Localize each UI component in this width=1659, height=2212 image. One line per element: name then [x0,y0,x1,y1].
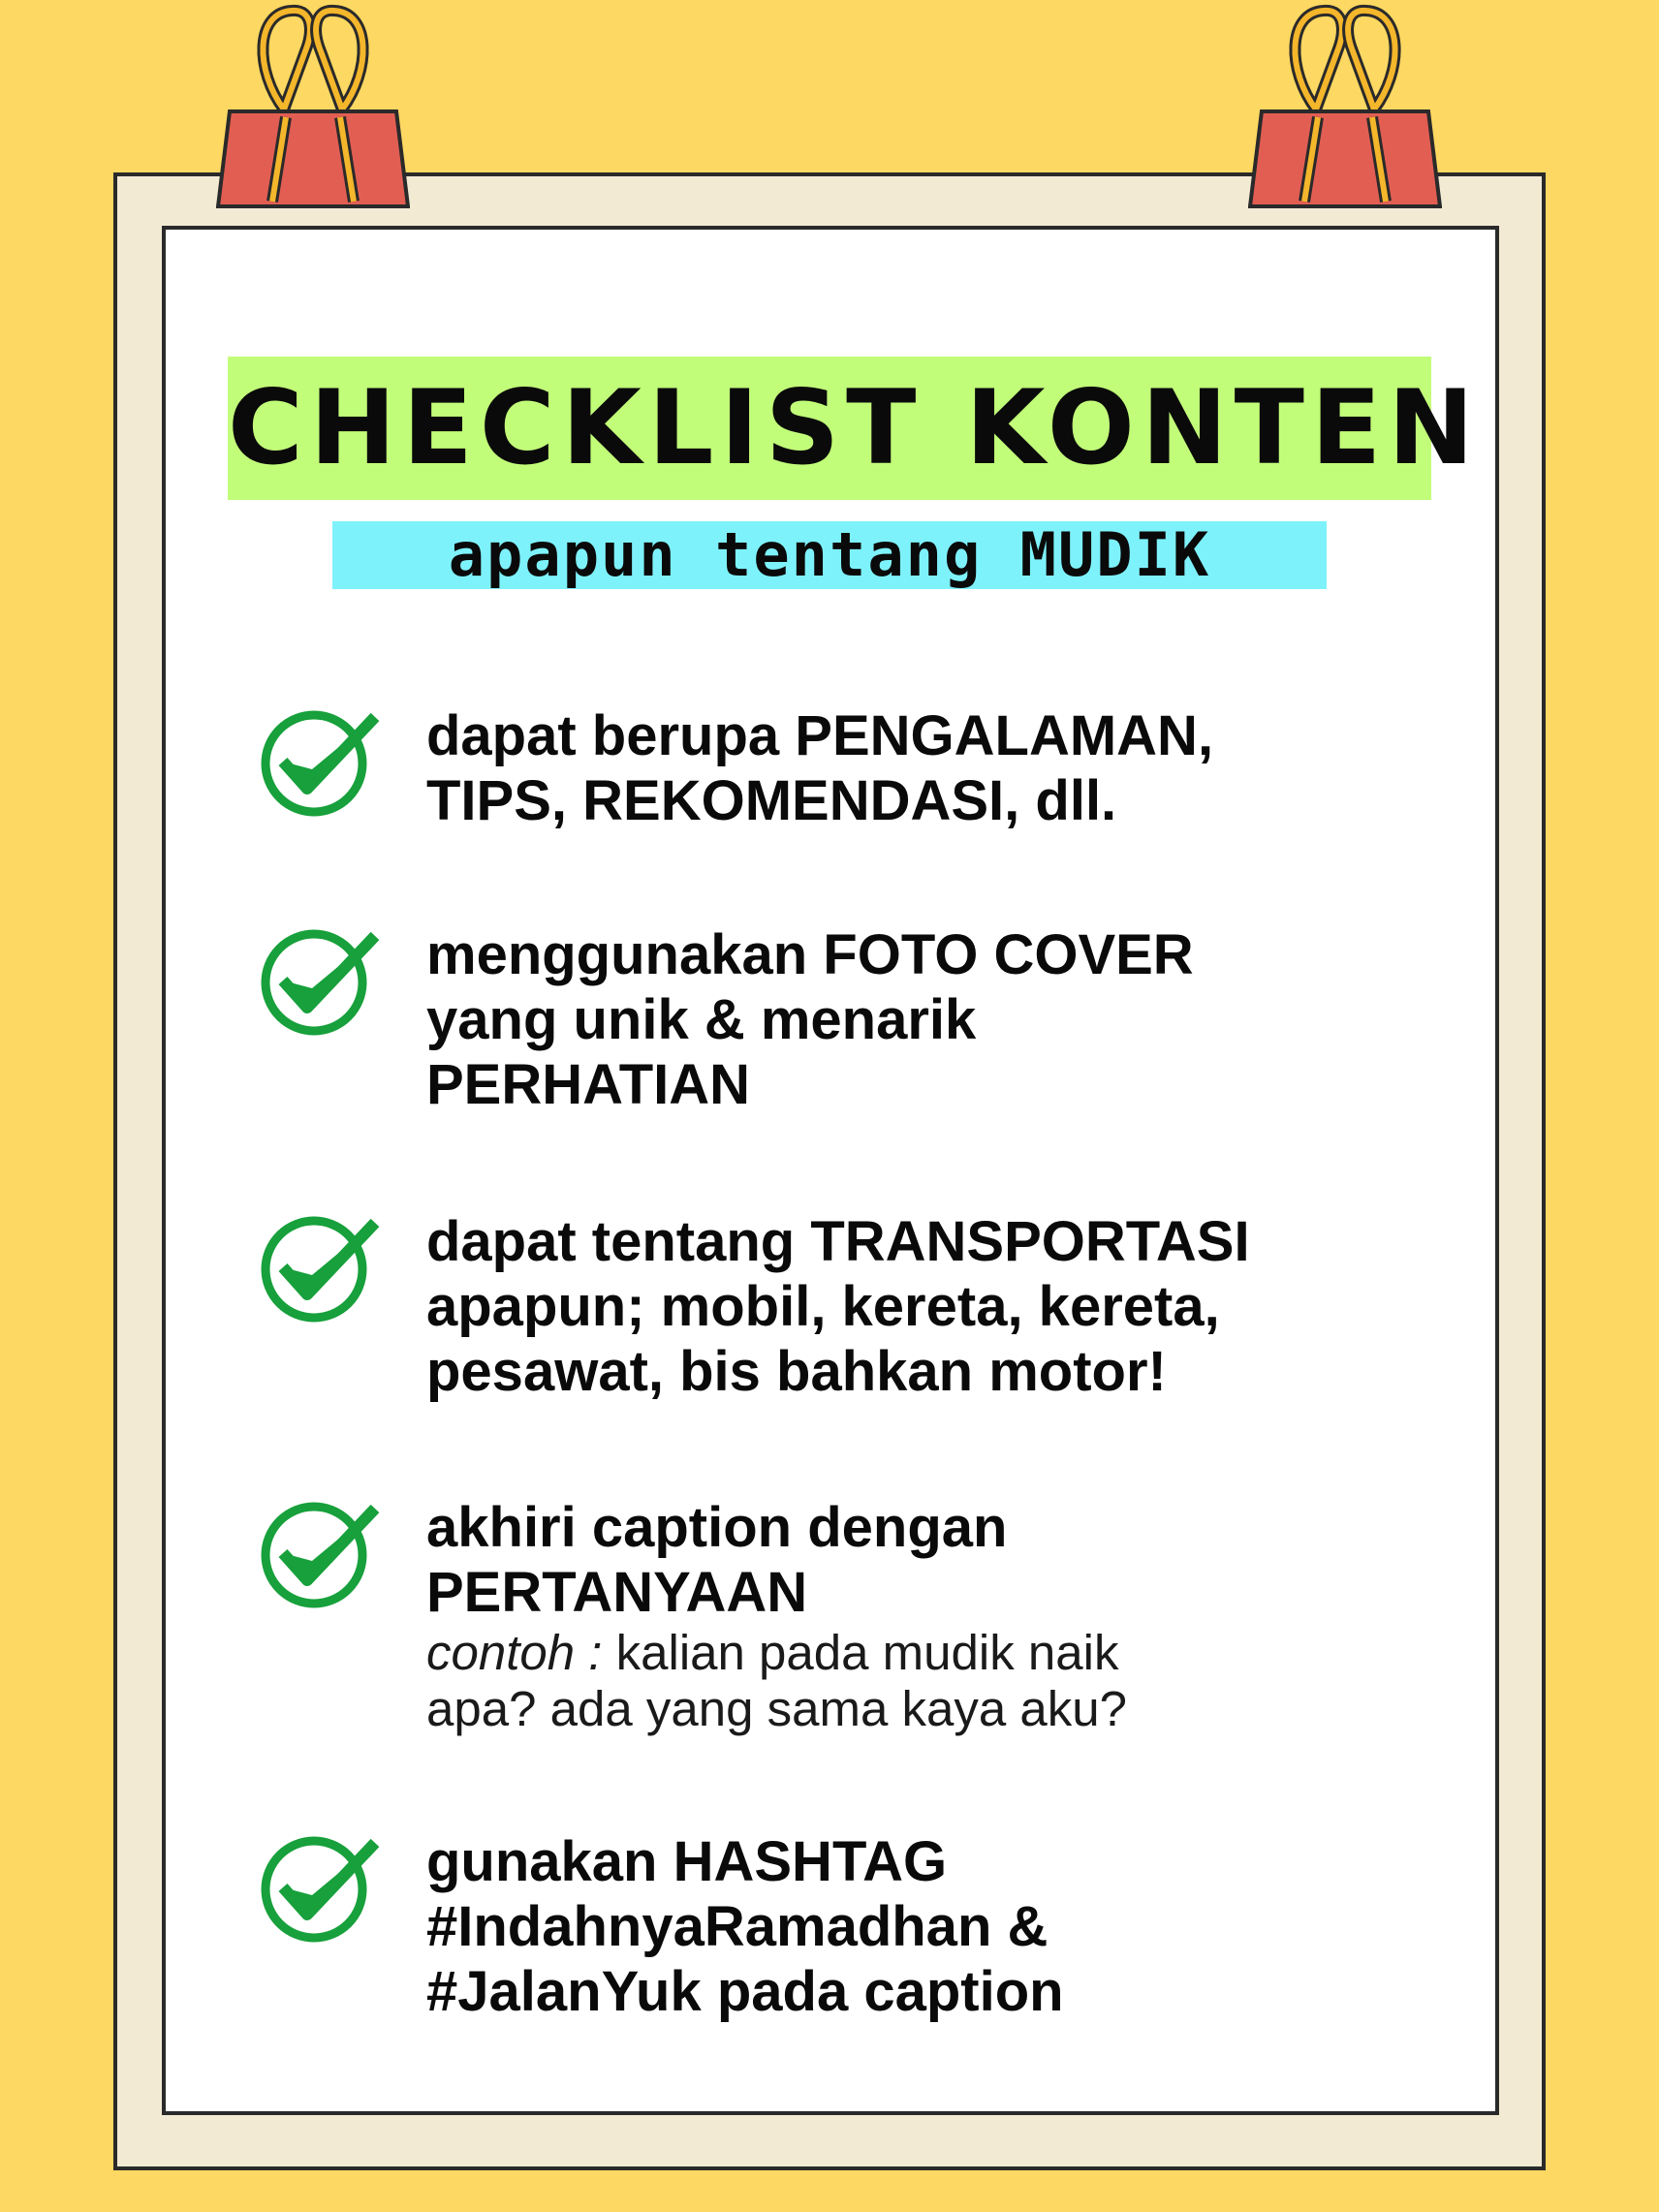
binder-clip-icon [1248,3,1442,211]
check-circle-icon [254,1209,382,1325]
page-subtitle: apapun tentang MUDIK [448,519,1211,590]
page-title: CHECKLIST KONTEN [228,368,1482,487]
example-label: contoh : [426,1625,603,1680]
checklist-item-text: dapat berupa PENGALAMAN, TIPS, REKOMENDASI, dll. [426,704,1214,832]
check-circle-icon [254,703,382,820]
example-text: contoh : kalian pada mudik naik apa? ada yang sama kaya aku? [426,1625,1128,1736]
checklist-item-text: akhiri caption dengan PERTANYAAN contoh : kalian pada mudik naik apa? ada yang sama kaya aku? [426,1495,1454,1737]
checklist-item-text: menggunakan FOTO COVER yang unik & menarik PERHATIAN [426,923,1194,1116]
checklist-item-text: gunakan HASHTAG #IndahnyaRamadhan & #JalanYuk pada caption [426,1830,1064,2023]
binder-clip-icon [216,3,410,211]
checklist-item-text: dapat tentang TRANSPORTASI apapun; mobil, kereta, kereta, pesawat, bis bahkan motor! [426,1210,1250,1403]
check-circle-icon [254,1829,382,1946]
check-circle-icon [254,1495,382,1611]
title-highlight [228,357,1482,500]
check-circle-icon [254,922,382,1039]
subtitle-highlight [332,521,1327,589]
